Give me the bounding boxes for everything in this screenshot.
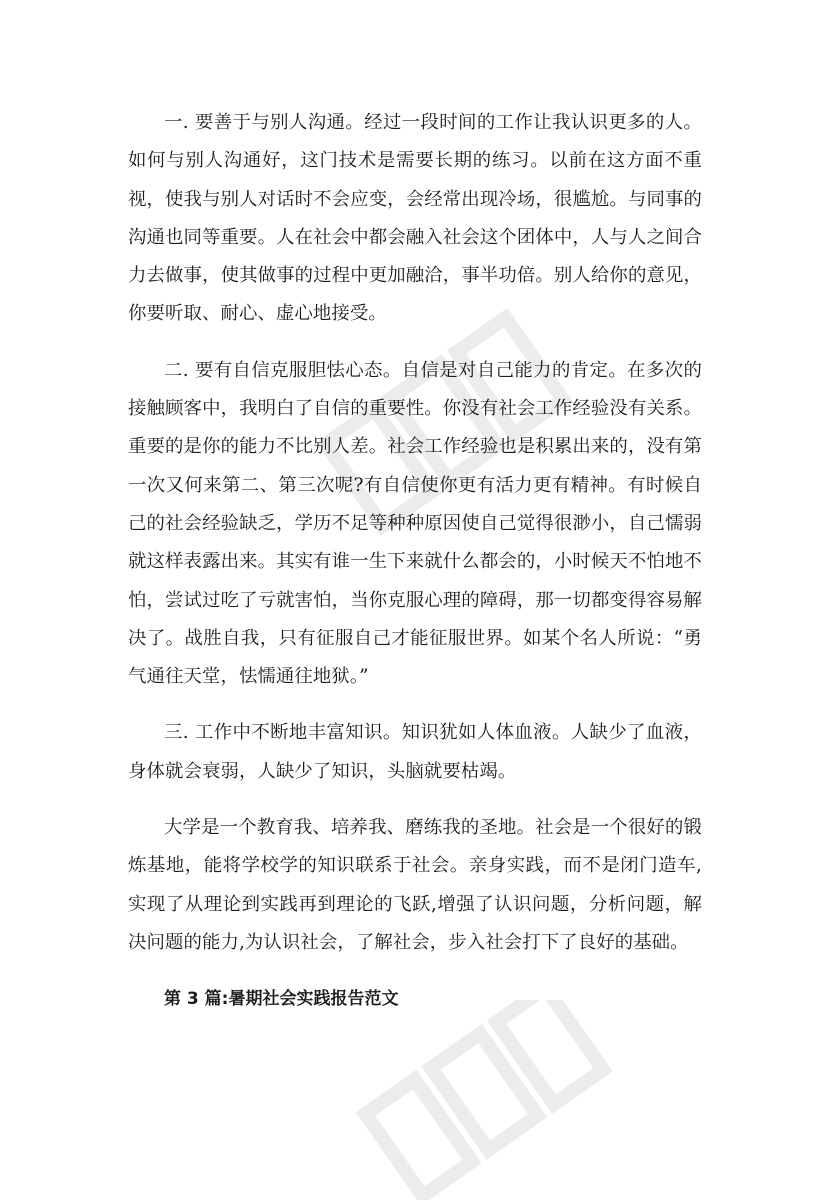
- watermark-logo-bottom: [340, 1000, 640, 1200]
- paragraph-communication: 一. 要善于与别人沟通。经过一段时间的工作让我认识更多的人。如何与别人沟通好，这门技术是需要长期的练习。以前在这方面不重视，使我与别人对话时不会应变，会经常出现冷场，很尴尬。与同事的沟通也同等重要。人在社会中都会融入社会这个团体中，人与人之间合力去做事，使其做事的过程中更加融洽，事半功倍。别人给你的意见，你要听取、耐心、虚心地接受。: [128, 112, 702, 325]
- paragraph-confidence: 二. 要有自信克服胆怯心态。自信是对自己能力的肯定。在多次的接触顾客中，我明白了自信的重要性。你没有社会工作经验没有关系。重要的是你的能力不比别人差。社会工作经验也是积累出来的，没有第一次又何来第二、第三次呢?有自信使你更有活力更有精神。有时候自己的社会经验缺乏，学历不足等种种原因使自己觉得很渺小，自己懦弱就这样表露出来。其实有谁一生下来就什么都会的，小时候天不怕地不怕，尝试过吃了亏就害怕，当你克服心理的障碍，那一切都变得容易解决了。战胜自我，只有征服自己才能征服世界。如某个名人所说：“勇气通往天堂，怯懦通往地狱。”: [128, 359, 702, 688]
- paragraph-knowledge: 三. 工作中不断地丰富知识。知识犹如人体血液。人缺少了血液，身体就会衰弱，人缺少了知识，头脑就要枯竭。: [128, 722, 702, 782]
- paragraph-university: 大学是一个教育我、培养我、磨练我的圣地。社会是一个很好的锻炼基地，能将学校学的知识联系于社会。亲身实践，而不是闭门造车,实现了从理论到实践再到理论的飞跃,增强了认识问题，分析问题，解决问题的能力,为认识社会，了解社会，步入社会打下了良好的基础。: [128, 817, 702, 953]
- document-body: [128, 104, 702, 1019]
- section-heading: 第 3 篇:暑期社会实践报告范文: [164, 989, 399, 1010]
